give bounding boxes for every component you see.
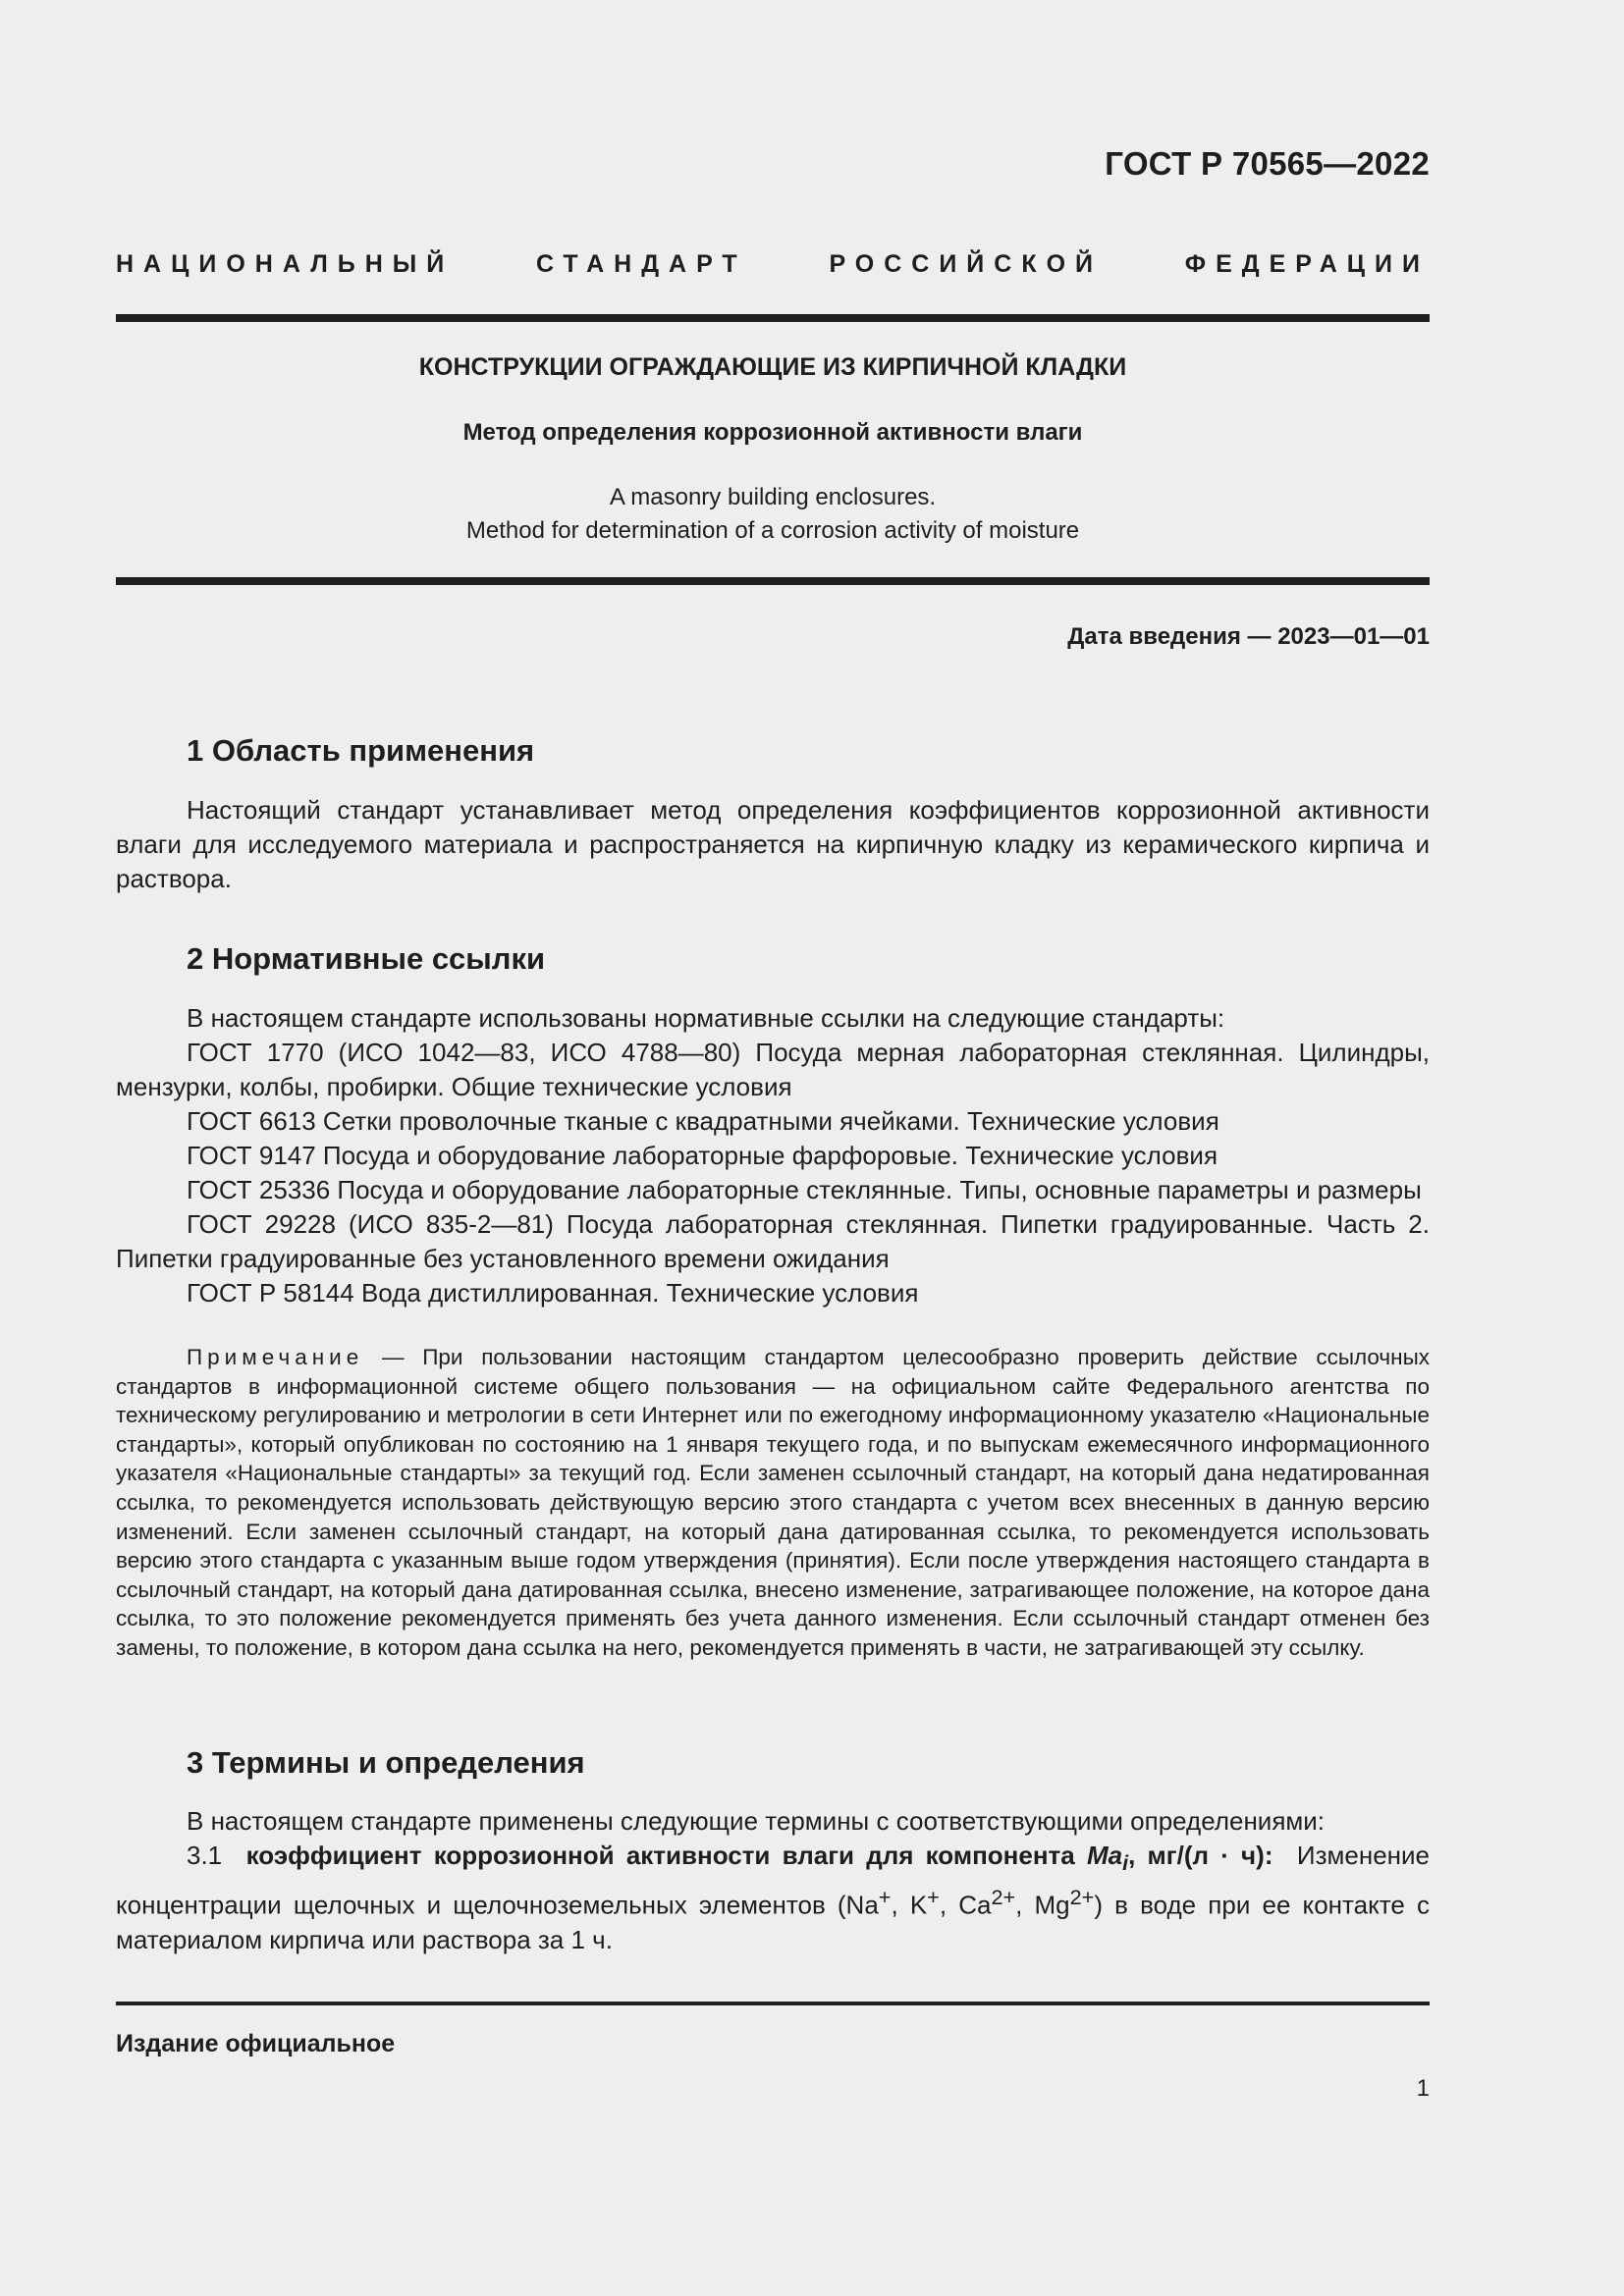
note-text: — При пользовании настоящим стандартом целесообразно проверить действие ссылочных стандартов в информационной системе общего пользования — на официальном сайте Федерального агентства по техническому регулированию и метрологии в сети Интернет или по ежегодному информационному указателю «Национальные стандарты», который опубликован по состоянию на 1 января текущего года, и по выпускам ежемесячного информационного указателя «Национальные стандарты» за текущий год. Если заменен ссылочный стандарт, на который дана недатированная ссылка, то рекомендуется использовать действующую версию этого стандарта с учетом всех внесенных в данную версию изменений. Если заменен ссылочный стандарт, на который дана датированная ссылка, то рекомендуется использовать версию этого стандарта с указанным выше годом утверждения (принятия). Если после утверждения настоящего стандарта в ссылочный стандарт, на который дана датированная ссылка, внесено изменение, затрагивающее положение, на которое дана ссылка, то это положение рекомендуется применять без учета данного изменения. Если ссылочный стандарт отменен без замены, то положение, в котором дана ссылка на него, рекомендуется применять в части, не затрагивающей эту ссылку.	[116, 1345, 1430, 1660]
note-label: Примечание	[187, 1345, 364, 1369]
term-subscript: i	[1122, 1850, 1129, 1876]
section-2-heading: 2 Нормативные ссылки	[187, 941, 546, 976]
term-name: коэффициент коррозионной активности влаги для компонента	[245, 1841, 1075, 1870]
english-title-line-2: Method for determination of a corrosion activity of moisture	[465, 517, 1080, 544]
reference-item: ГОСТ Р 58144 Вода дистиллированная. Технические условия	[187, 1278, 919, 1308]
term-number: 3.1	[187, 1841, 223, 1870]
reference-item: ГОСТ 1770 (ИСО 1042—83, ИСО 4788—80) Посуда мерная лабораторная стеклянная. Цилиндры, мензурки, колбы, пробирки. Общие технические условия	[116, 1038, 1430, 1101]
term-units: , мг/(л · ч):	[1128, 1841, 1273, 1870]
text-k: , K	[891, 1890, 928, 1920]
sup-na: +	[878, 1885, 892, 1910]
document-subtitle: Метод определения коррозионной активности влаги	[462, 419, 1083, 446]
section-1-heading: 1 Область применения	[187, 733, 535, 768]
terms-section	[116, 1804, 1430, 1957]
sup-k: +	[927, 1885, 940, 1910]
definition-part-1: Изменение концентрации щелочных и щелочноземельных элементов (Na	[116, 1841, 1431, 1920]
top-rule	[116, 314, 1430, 322]
text-ca: , Ca	[939, 1890, 992, 1920]
reference-item: ГОСТ 29228 (ИСО 835-2—81) Посуда лабораторная стеклянная. Пипетки градуированные. Часть 2. Пипетки градуированные без установленного времени ожидания	[116, 1209, 1430, 1273]
terms-intro: В настоящем стандарте применены следующие термины с соответствующими определениями:	[187, 1806, 1326, 1836]
standard-id: ГОСТ Р 70565—2022	[1105, 145, 1430, 182]
english-title-line-1: A masonry building enclosures.	[609, 484, 937, 510]
introduction-date: Дата введения — 2023—01—01	[1067, 623, 1430, 650]
document-title: КОНСТРУКЦИИ ОГРАЖДАЮЩИЕ ИЗ КИРПИЧНОЙ КЛАДКИ	[418, 353, 1127, 381]
national-standard-header: НАЦИОНАЛЬНЫЙ СТАНДАРТ РОССИЙСКОЙ ФЕДЕРАЦИИ	[116, 250, 1430, 278]
reference-item: ГОСТ 6613 Сетки проволочные тканые с квадратными ячейками. Технические условия	[187, 1106, 1219, 1136]
normative-references	[116, 1001, 1430, 1310]
term-3-1	[116, 1839, 1430, 1957]
sup-mg: 2+	[1069, 1885, 1095, 1910]
reference-item: ГОСТ 25336 Посуда и оборудование лабораторные стеклянные. Типы, основные параметры и размеры	[187, 1175, 1422, 1204]
section-1-text: Настоящий стандарт устанавливает метод определения коэффициентов коррозионной активности влаги для исследуемого материала и распространяется на кирпичную кладку из керамического кирпича и раствора.	[116, 795, 1430, 893]
text-mg: , Mg	[1015, 1890, 1070, 1920]
references-note	[116, 1343, 1430, 1663]
footer-rule	[116, 2002, 1430, 2005]
title-bottom-rule	[116, 577, 1430, 585]
definition-part-2: ) в воде при ее контакте с материалом кирпича или раствора за 1 ч.	[116, 1890, 1431, 1954]
english-title	[116, 481, 1430, 548]
section-3-heading: 3 Термины и определения	[187, 1745, 585, 1780]
page-number: 1	[1416, 2075, 1430, 2102]
term-symbol: Ma	[1086, 1841, 1123, 1870]
references-intro: В настоящем стандарте использованы нормативные ссылки на следующие стандарты:	[187, 1003, 1225, 1033]
sup-ca: 2+	[991, 1885, 1016, 1910]
reference-item: ГОСТ 9147 Посуда и оборудование лабораторные фарфоровые. Технические условия	[187, 1141, 1218, 1170]
official-edition-label: Издание официальное	[116, 2030, 396, 2057]
